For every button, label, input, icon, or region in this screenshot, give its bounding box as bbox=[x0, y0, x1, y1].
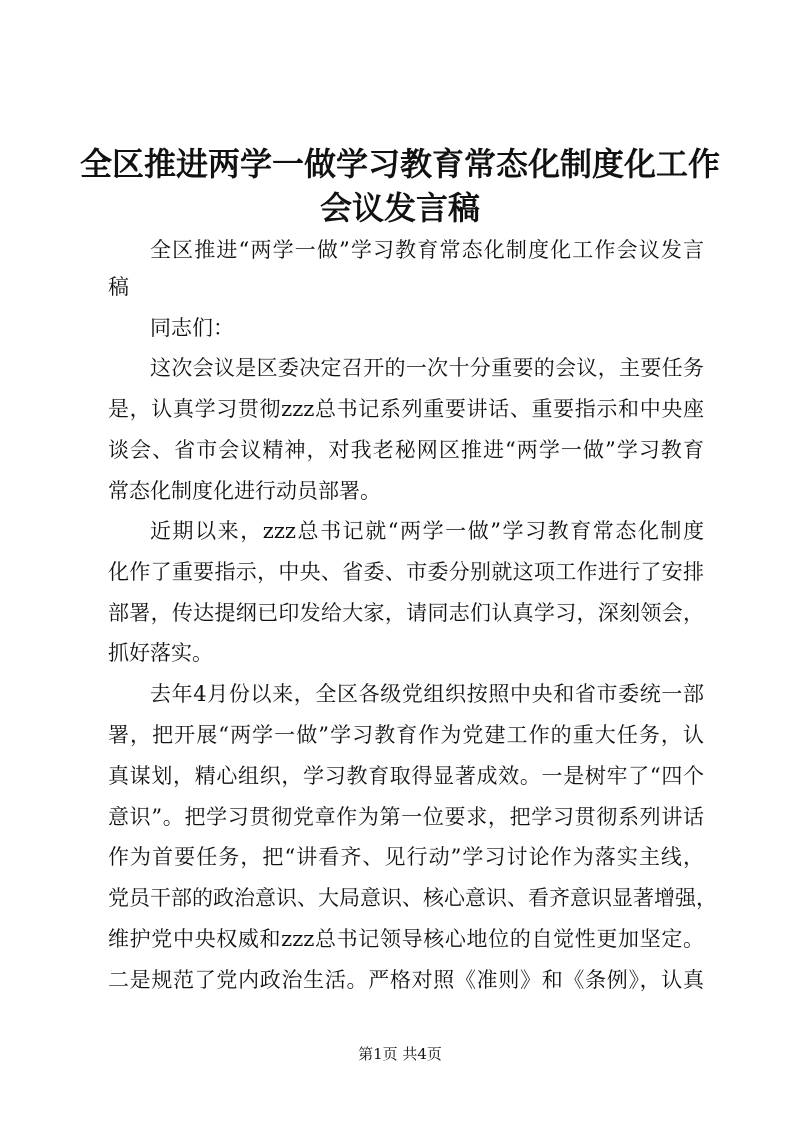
body-line: 党员干部的政治意识、大局意识、核心意识、看齐意识显著增强， bbox=[108, 886, 717, 910]
body-line: 谈会、省市会议精神，对我老秘网区推进“两学一做”学习教育 bbox=[108, 438, 704, 462]
body-line: 抓好落实。 bbox=[108, 641, 213, 665]
body-line: 化作了重要指示，中央、省委、市委分别就这项工作进行了安排 bbox=[108, 560, 704, 584]
body-line: 去年4月份以来，全区各级党组织按照中央和省市委统一部 bbox=[150, 682, 704, 706]
body-line: 署，把开展“两学一做”学习教育作为党建工作的重大任务，认 bbox=[108, 723, 704, 747]
body-line: 二是规范了党内政治生活。严格对照《准则》和《条例》，认真 bbox=[108, 968, 704, 992]
body-line: 作为首要任务，把“讲看齐、见行动”学习讨论作为落实主线， bbox=[108, 845, 704, 869]
document-title-line-2: 会议发言稿 bbox=[319, 189, 480, 227]
body-line: 稿 bbox=[108, 275, 129, 299]
page-number-footer: 第1页 共4页 bbox=[358, 1045, 442, 1063]
salutation: 同志们： bbox=[150, 316, 234, 340]
body-line: 部署，传达提纲已印发给大家，请同志们认真学习，深刻领会， bbox=[108, 601, 704, 625]
body-line: 维护党中央权威和zzz总书记领导核心地位的自觉性更加坚定。 bbox=[108, 927, 704, 951]
body-line: 这次会议是区委决定召开的一次十分重要的会议，主要任务 bbox=[150, 356, 704, 380]
document-title-line-1: 全区推进两学一做学习教育常态化制度化工作 bbox=[80, 145, 721, 183]
body-line: 全区推进“两学一做”学习教育常态化制度化工作会议发言 bbox=[150, 238, 704, 262]
body-line: 真谋划，精心组织，学习教育取得显著成效。一是树牢了“四个 bbox=[108, 764, 704, 788]
body-line: 近期以来，zzz总书记就“两学一做”学习教育常态化制度 bbox=[150, 519, 704, 543]
body-line: 是，认真学习贯彻zzz总书记系列重要讲话、重要指示和中央座 bbox=[108, 397, 704, 421]
body-line: 常态化制度化进行动员部署。 bbox=[108, 479, 381, 503]
body-line: 意识”。把学习贯彻党章作为第一位要求，把学习贯彻系列讲话 bbox=[108, 805, 704, 829]
